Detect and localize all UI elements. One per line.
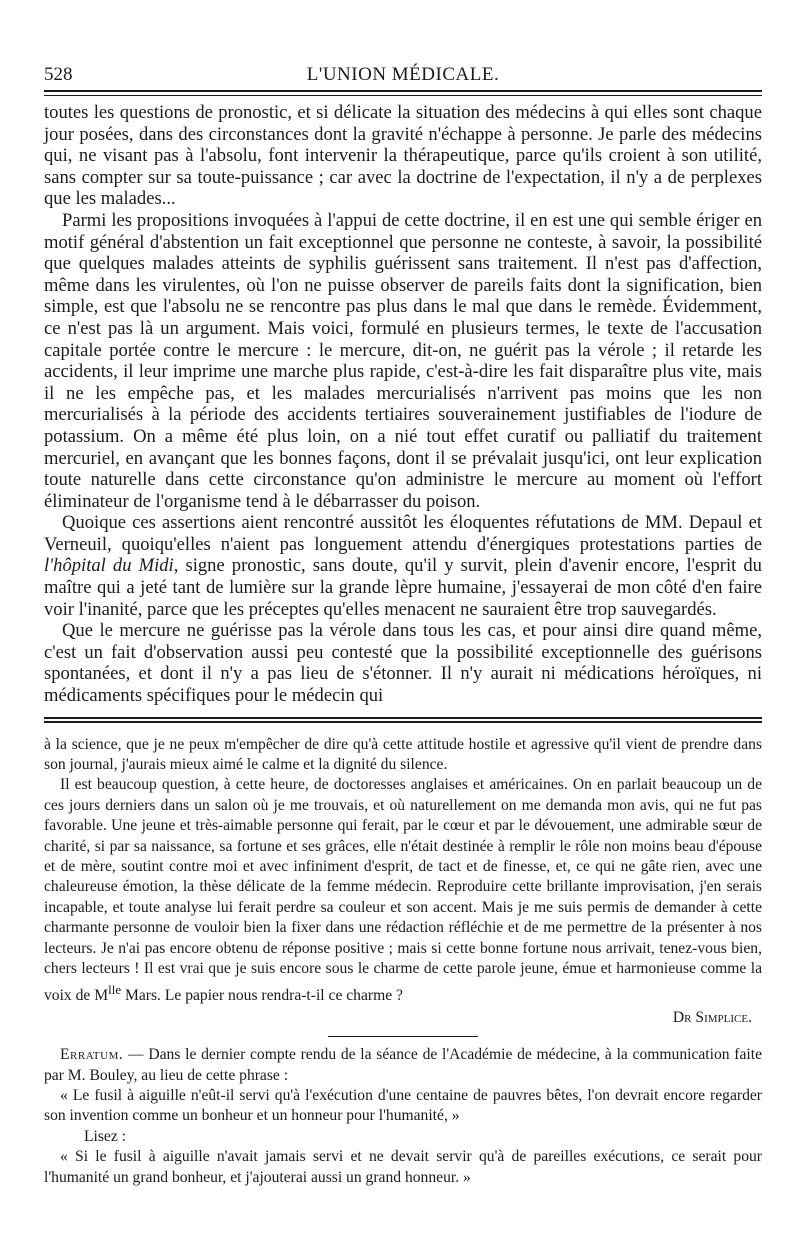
signature [44, 1008, 762, 1028]
feuilleton-paragraph-2 [44, 775, 762, 1006]
feuilleton-paragraph-2-end: Mars. Le papier nous rendra-t-il ce charme ? [121, 986, 403, 1004]
mlle-superscript: lle [108, 981, 122, 997]
feuilleton [44, 735, 762, 1006]
article-paragraph-3-start: Quoique ces assertions aient rencontré aussitôt les éloquentes réfutations de MM. Depaul et Verneuil, quoiqu'elles n'aient pas longuement attendu d'énergiques protestations parties de [44, 512, 762, 555]
article-paragraph-2: Parmi les propositions invoquées à l'appui de cette doctrine, il en est une qui semble ériger en motif général d'abstention un fait exceptionnel que personne ne conteste, à savoir, la possibilité que quelques malades atteints de syphilis guérissent sans traitement. Il n'est pas d'affection, même dans les virulentes, où l'on ne puisse observer de pareils faits dont la signification, bien simple, est que l'absolu ne se rencontre pas plus dans le mal que dans le remède. Évidemment, ce n'est pas là un argument. Mais voici, formulé en plusieurs termes, le texte de l'accusation capitale portée contre le mercure : le mercure, dit-on, ne guérit pas la vérole ; il retarde les accidents, il leur imprime une marche plus rapide, c'est-à-dire les fait disparaître plus vite, mais il ne les empêche pas, et les malades mercurialisés n'arrivent pas moins que les non mercurialisés à la période des accidents tertiaires souverainement justifiables de l'iodure de potassium. On a même été plus loin, on a nié tout effet curatif ou palliatif du traitement mercuriel, en avançant que les bonnes façons, dont il se prévalait jusqu'ici, ont leur explication toute naturelle dans cette circonstance qu'on administre le mercure au moment où l'effort éliminateur de l'organisme tend à le débarrasser du poison. [44, 209, 762, 512]
erratum-lisez: Lisez : [84, 1127, 126, 1145]
feuilleton-paragraph-1: à la science, que je ne peux m'empêcher de dire qu'à cette attitude hostile et agressive qu'il vient de prendre dans son journal, j'aurais mieux aimé le calme et la dignité du silence. [44, 735, 762, 774]
article-paragraph-1: toutes les questions de pronostic, et si délicate la situation des médecins à qui elles sont chaque jour posées, dans des circonstances dont la gravité n'échappe à personne. Je parle des médecins qui, ne visant pas à l'absolu, font intervenir la thérapeutique, parce qu'ils croient à son utilité, sans compter sur sa toute-puissance ; car avec la doctrine de l'expectation, il n'y a de perplexes que les malades... [44, 102, 762, 210]
article-paragraph-4: Que le mercure ne guérisse pas la vérole dans tous les cas, et pour ainsi dire quand même, c'est un fait d'observation aussi peu contesté que la possibilité exceptionnelle des guérisons spontanées, et dont il n'y a pas lieu de s'étonner. Il n'y aurait ni médications héroïques, ni médicaments spécifiques pour le médecin qui [44, 620, 762, 707]
header-rule [44, 95, 762, 96]
page-number: 528 [44, 64, 73, 85]
erratum-intro [44, 1045, 762, 1086]
main-article [44, 102, 762, 707]
erratum [44, 1045, 762, 1188]
article-paragraph-3-end: , signe pronostic, sans doute, qu'il y survit, plein d'avenir encore, l'esprit du maître qui a jeté tant de lumière sur la grande lèpre humaine, j'essayerai de mon côté d'en faire voir l'inanité, parce que les préceptes qu'elles menacent ne sauraient être trop sauvegardés. [44, 555, 762, 620]
running-header [44, 60, 762, 92]
article-paragraph-3 [44, 512, 762, 620]
erratum-text: — Dans le dernier compte rendu de la séance de l'Académie de médecine, à la communication faite par M. Bouley, au lieu de cette phrase : [44, 1046, 762, 1084]
running-title: L'UNION MÉDICALE. [306, 64, 500, 85]
erratum-quote-2: « Si le fusil à aiguille n'avait jamais servi et ne devait servir qu'à de pareilles exécutions, ce serait pour l'humanité un grand bonheur, et j'ajouterai aussi un grand honneur. » [44, 1148, 762, 1186]
signature-text: Dr Simplice. [672, 1009, 752, 1027]
feuilleton-paragraph-2-text: Il est beaucoup question, à cette heure, de doctoresses anglaises et américaines. On en parlait beaucoup un de ces jours derniers dans un salon où je me trouvais, et où naturellement on me demanda mon avis, qui ne fut pas favorable. Une jeune et très-aimable personne qui ferait, par le cœur et par le dévouement, une admirable sœur de charité, si par sa naissance, sa fortune et ses grâces, elle n'était destinée à remplir le rôle non moins beau d'épouse et de mère, soutint contre moi et avec infiniment d'esprit, de tact et de finesse, et, ce qui ne gâte rien, avec une chaleureuse émotion, la thèse délicate de la femme médecin. Reproduire cette brillante improvisation, j'en serais incapable, et toute analyse lui ferait perdre sa couleur et son accent. Mais je me suis permis de demander à cette charmante personne de vouloir bien la fixer dans une rédaction réfléchie et de me permettre de la présenter à nos lecteurs. Je n'ai pas encore obtenu de réponse positive ; mais si cette bonne fortune nous arrivait, tenez-vous bien, chers lecteurs ! Il est vrai que je suis encore sous le charme de cette parole jeune, émue et harmonieuse comme la voix de M [44, 776, 762, 1004]
erratum-quote-1: « Le fusil à aiguille n'eût-il servi qu'à l'exécution d'une centaine de pauvres bêtes, l'on devrait encore regarder son invention comme un bonheur et un honneur pour l'humanité, » [44, 1086, 762, 1125]
feuilleton-separator [44, 717, 762, 723]
erratum-label: Erratum. [60, 1046, 124, 1064]
short-divider [328, 1036, 478, 1037]
hopital-du-midi-italic: l'hôpital du Midi [44, 555, 174, 577]
